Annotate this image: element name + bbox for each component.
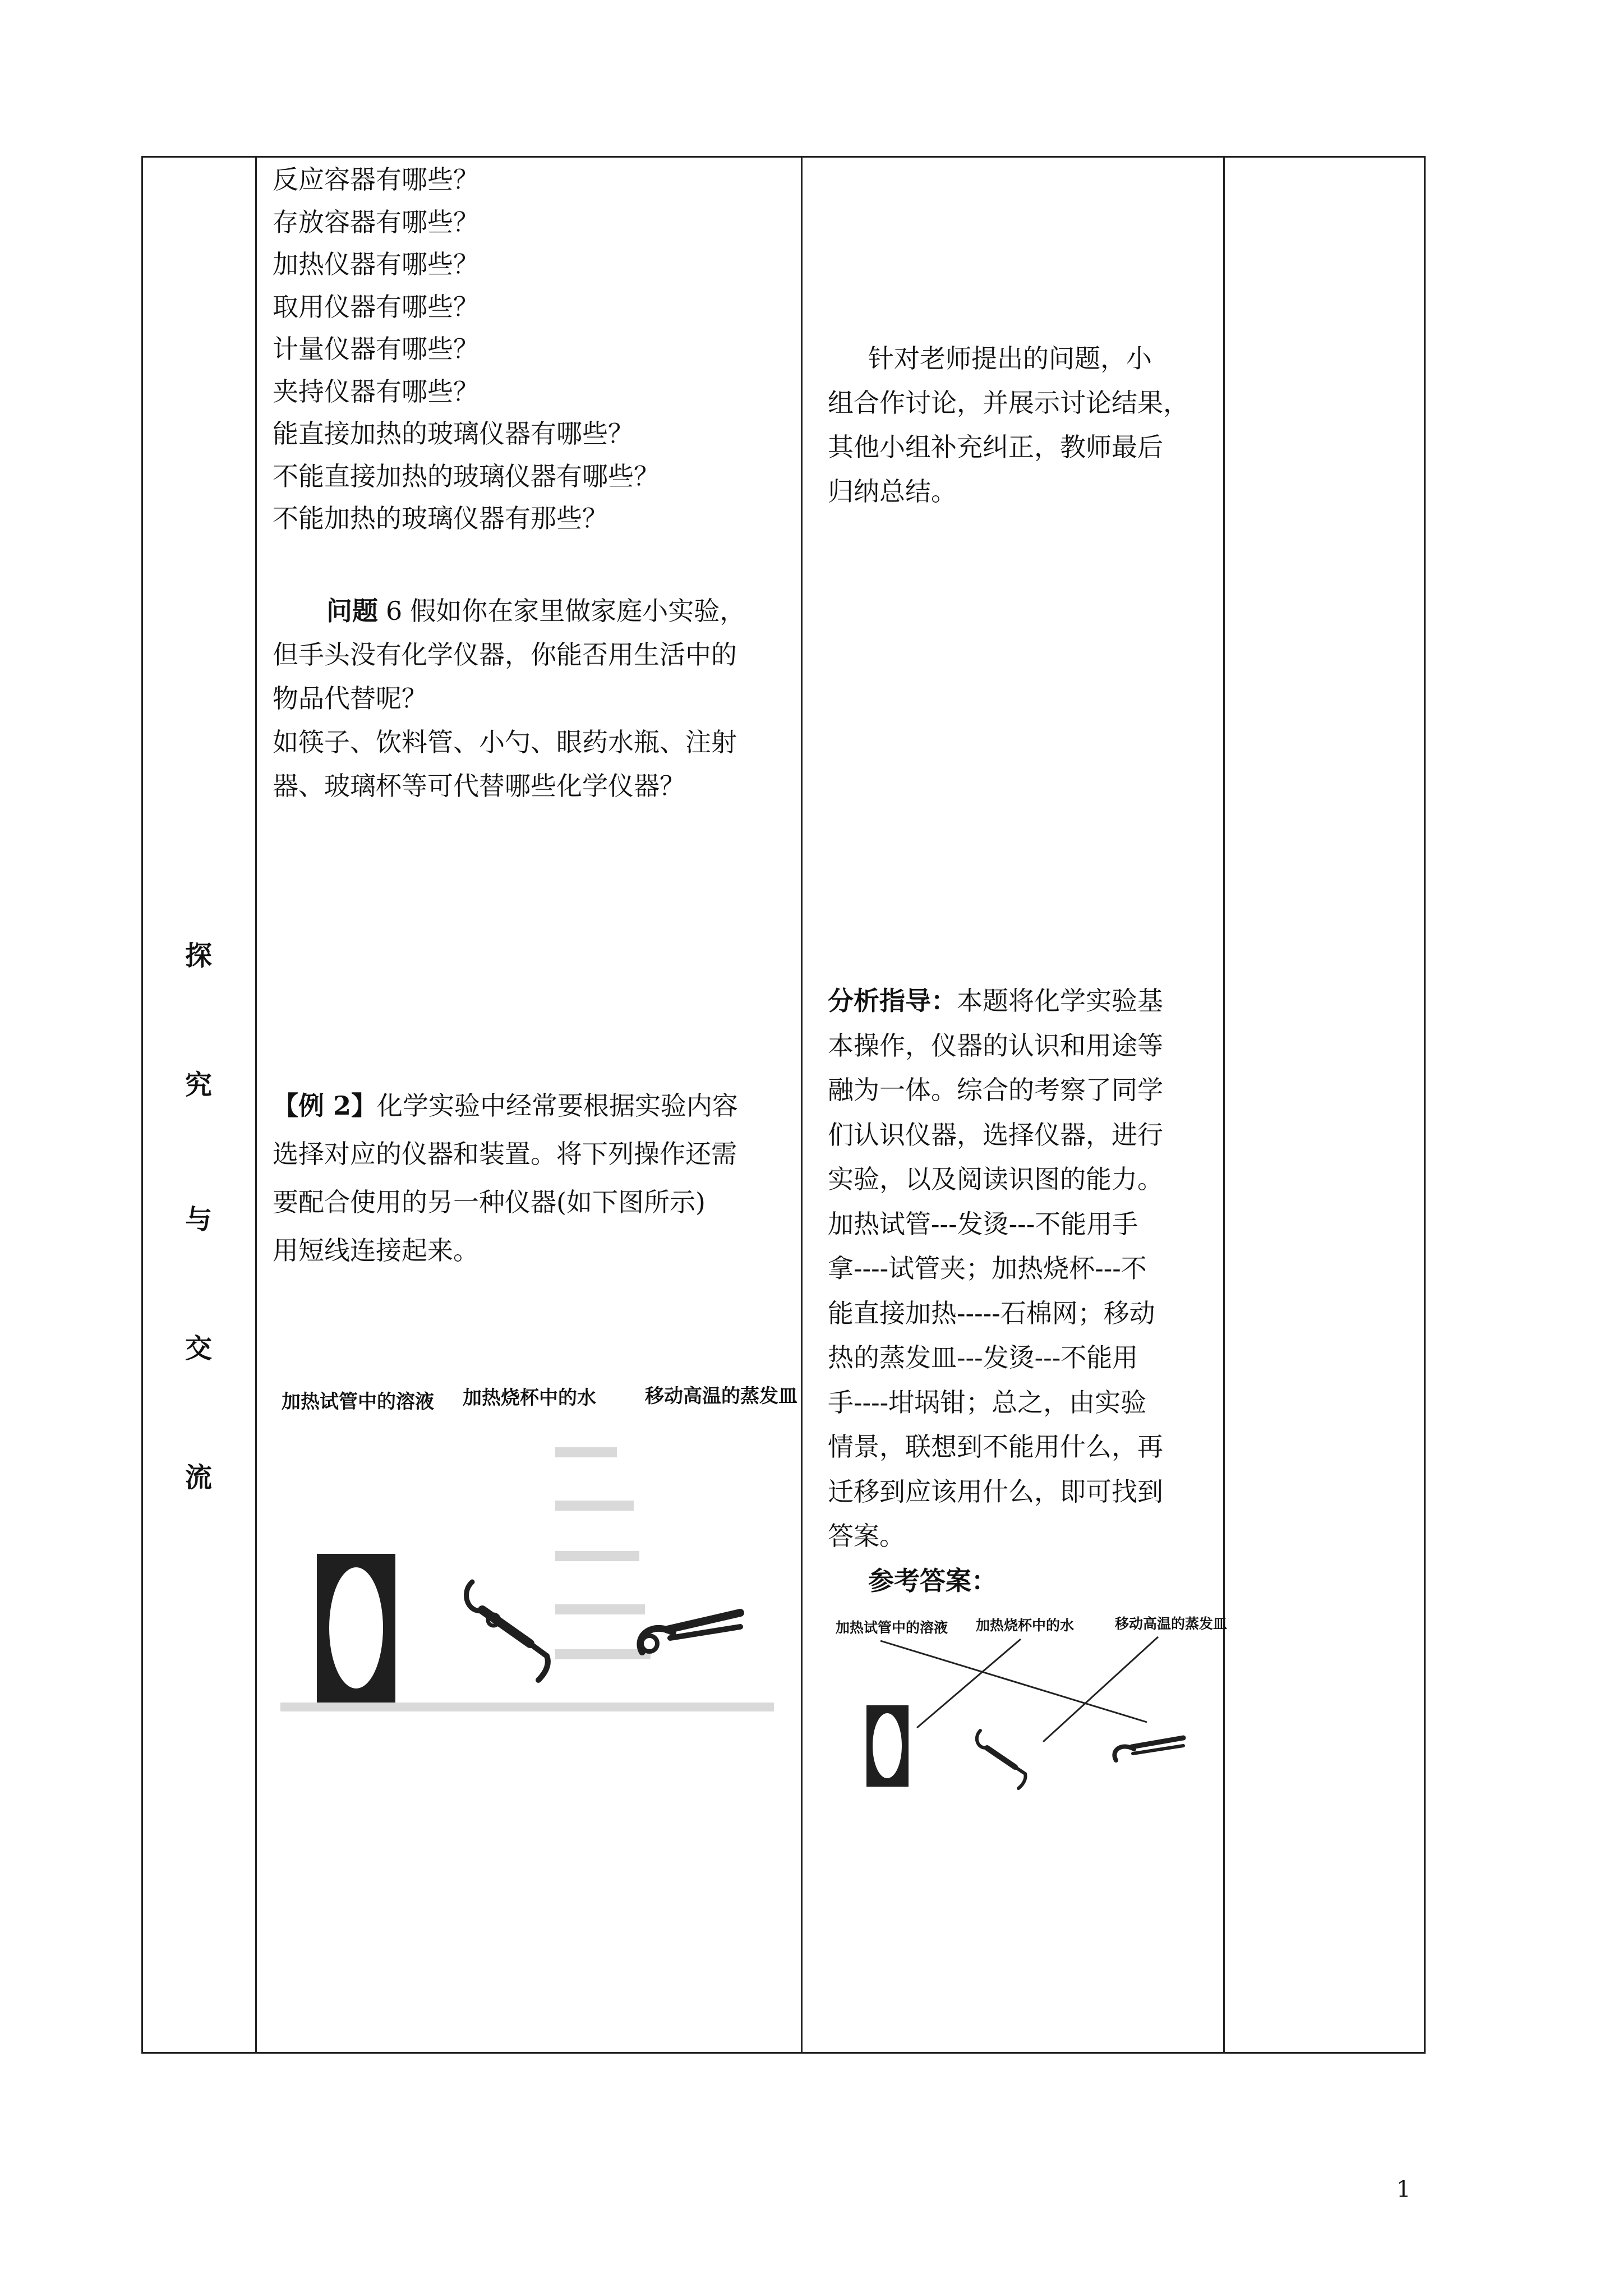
example-2-label: 【例 2】 <box>273 1091 377 1121</box>
table-border-right <box>1424 156 1426 2054</box>
question-list <box>273 159 794 540</box>
answer-label: 参考答案： <box>868 1565 997 1596</box>
crucible-tongs-image <box>640 1613 740 1652</box>
question-6 <box>273 589 794 808</box>
table-divider-1 <box>255 156 257 2054</box>
question-item: 加热仪器有哪些？ <box>273 249 479 279</box>
question-item: 不能加热的玻璃仪器有那些？ <box>273 503 608 533</box>
question-item: 不能直接加热的玻璃仪器有哪些？ <box>273 461 660 491</box>
student-activity-line-4: 归纳总结。 <box>828 476 957 507</box>
section-label-char-3: 与 <box>185 1204 213 1235</box>
page-number: 1 <box>1396 2177 1411 2202</box>
answer-label-left: 加热试管中的溶液 <box>836 1619 948 1636</box>
analysis-text-1: 本题将化学实验基 <box>957 986 1163 1016</box>
analysis-line: 手----坩埚钳；总之，由实验 <box>828 1387 1147 1418</box>
table-divider-3 <box>1223 156 1225 2054</box>
student-activity-line-2: 组合作讨论，并展示讨论结果， <box>828 388 1189 418</box>
question-6-line-1 <box>273 589 794 633</box>
question-item: 反应容器有哪些？ <box>273 164 479 195</box>
asbestos-mesh-image <box>317 1554 395 1703</box>
analysis-guidance <box>828 979 1220 1603</box>
analysis-line: 们认识仪器，选择仪器，进行 <box>828 1119 1163 1150</box>
analysis-line: 迁移到应该用什么，即可找到 <box>828 1476 1163 1507</box>
question-6-line-3: 物品代替呢？ <box>273 683 427 714</box>
student-activity <box>828 337 1220 514</box>
question-item: 夹持仪器有哪些？ <box>273 376 479 407</box>
student-activity-line-3: 其他小组补充纠正，教师最后 <box>828 432 1163 462</box>
analysis-line: 拿----试管夹；加热烧杯---不 <box>828 1253 1147 1283</box>
example-2-line-3: 要配合使用的另一种仪器(如下图所示) <box>273 1187 706 1217</box>
example-figure <box>275 1358 797 1767</box>
section-label-char-1: 探 <box>185 940 213 972</box>
analysis-line: 融为一体。综合的考察了同学 <box>828 1075 1163 1105</box>
question-6-line-4: 如筷子、饮料管、小勺、眼药水瓶、注射 <box>273 727 737 757</box>
analysis-label: 分析指导： <box>828 986 957 1016</box>
question-6-text-1: 假如你在家里做家庭小实验， <box>410 596 746 626</box>
answer-label-middle: 加热烧杯中的水 <box>976 1617 1075 1634</box>
section-label-char-4: 交 <box>185 1333 213 1364</box>
analysis-line: 情景，联想到不能用什么，再 <box>828 1432 1163 1462</box>
question-item: 能直接加热的玻璃仪器有哪些？ <box>273 418 634 449</box>
answer-figure <box>824 1610 1228 1812</box>
student-activity-line-1: 针对老师提出的问题，小 <box>868 343 1152 374</box>
analysis-line: 热的蒸发皿---发烫---不能用 <box>828 1342 1138 1373</box>
question-6-number: 6 <box>386 596 403 626</box>
example-2-line-4: 用短线连接起来。 <box>273 1235 479 1266</box>
section-label-char-5: 流 <box>185 1462 213 1493</box>
table-border-left <box>141 156 143 2054</box>
figure-label-left: 加热试管中的溶液 <box>282 1391 434 1413</box>
question-item: 计量仪器有哪些？ <box>273 334 479 364</box>
test-tube-clamp-image <box>467 1582 548 1680</box>
example-2-line-2: 选择对应的仪器和装置。将下列操作还需 <box>273 1139 737 1169</box>
figure-label-middle: 加热烧杯中的水 <box>463 1387 596 1409</box>
question-item: 存放容器有哪些？ <box>273 206 479 237</box>
analysis-line-1 <box>828 979 1220 1024</box>
table-border-top <box>141 156 1426 158</box>
section-label-char-2: 究 <box>185 1069 213 1101</box>
answer-asbestos-mesh-image <box>866 1705 909 1787</box>
example-2-text-1: 化学实验中经常要根据实验内容 <box>377 1091 739 1121</box>
analysis-line: 能直接加热-----石棉网；移动 <box>828 1297 1155 1328</box>
example-2 <box>273 1082 794 1274</box>
question-6-line-5: 器、玻璃杯等可代替哪些化学仪器？ <box>273 771 685 801</box>
question-6-label: 问题 <box>326 596 378 626</box>
answer-label-right: 移动高温的蒸发皿 <box>1115 1616 1228 1632</box>
question-item: 取用仪器有哪些？ <box>273 291 479 322</box>
answer-crucible-tongs-image <box>1114 1738 1183 1760</box>
question-6-line-2: 但手头没有化学仪器，你能否用生活中的 <box>273 639 737 670</box>
table-border-bottom <box>141 2052 1426 2054</box>
analysis-line: 加热试管---发烫---不能用手 <box>828 1208 1138 1239</box>
example-2-line-1 <box>273 1082 794 1130</box>
analysis-line: 本操作，仪器的认识和用途等 <box>828 1030 1163 1061</box>
table-divider-2 <box>801 156 803 2054</box>
analysis-line: 答案。 <box>828 1521 905 1551</box>
analysis-line: 实验，以及阅读识图的能力。 <box>828 1164 1163 1194</box>
answer-connecting-lines <box>880 1637 1158 1742</box>
answer-test-tube-clamp-image <box>977 1731 1026 1788</box>
figure-label-right: 移动高温的蒸发皿 <box>645 1385 797 1407</box>
